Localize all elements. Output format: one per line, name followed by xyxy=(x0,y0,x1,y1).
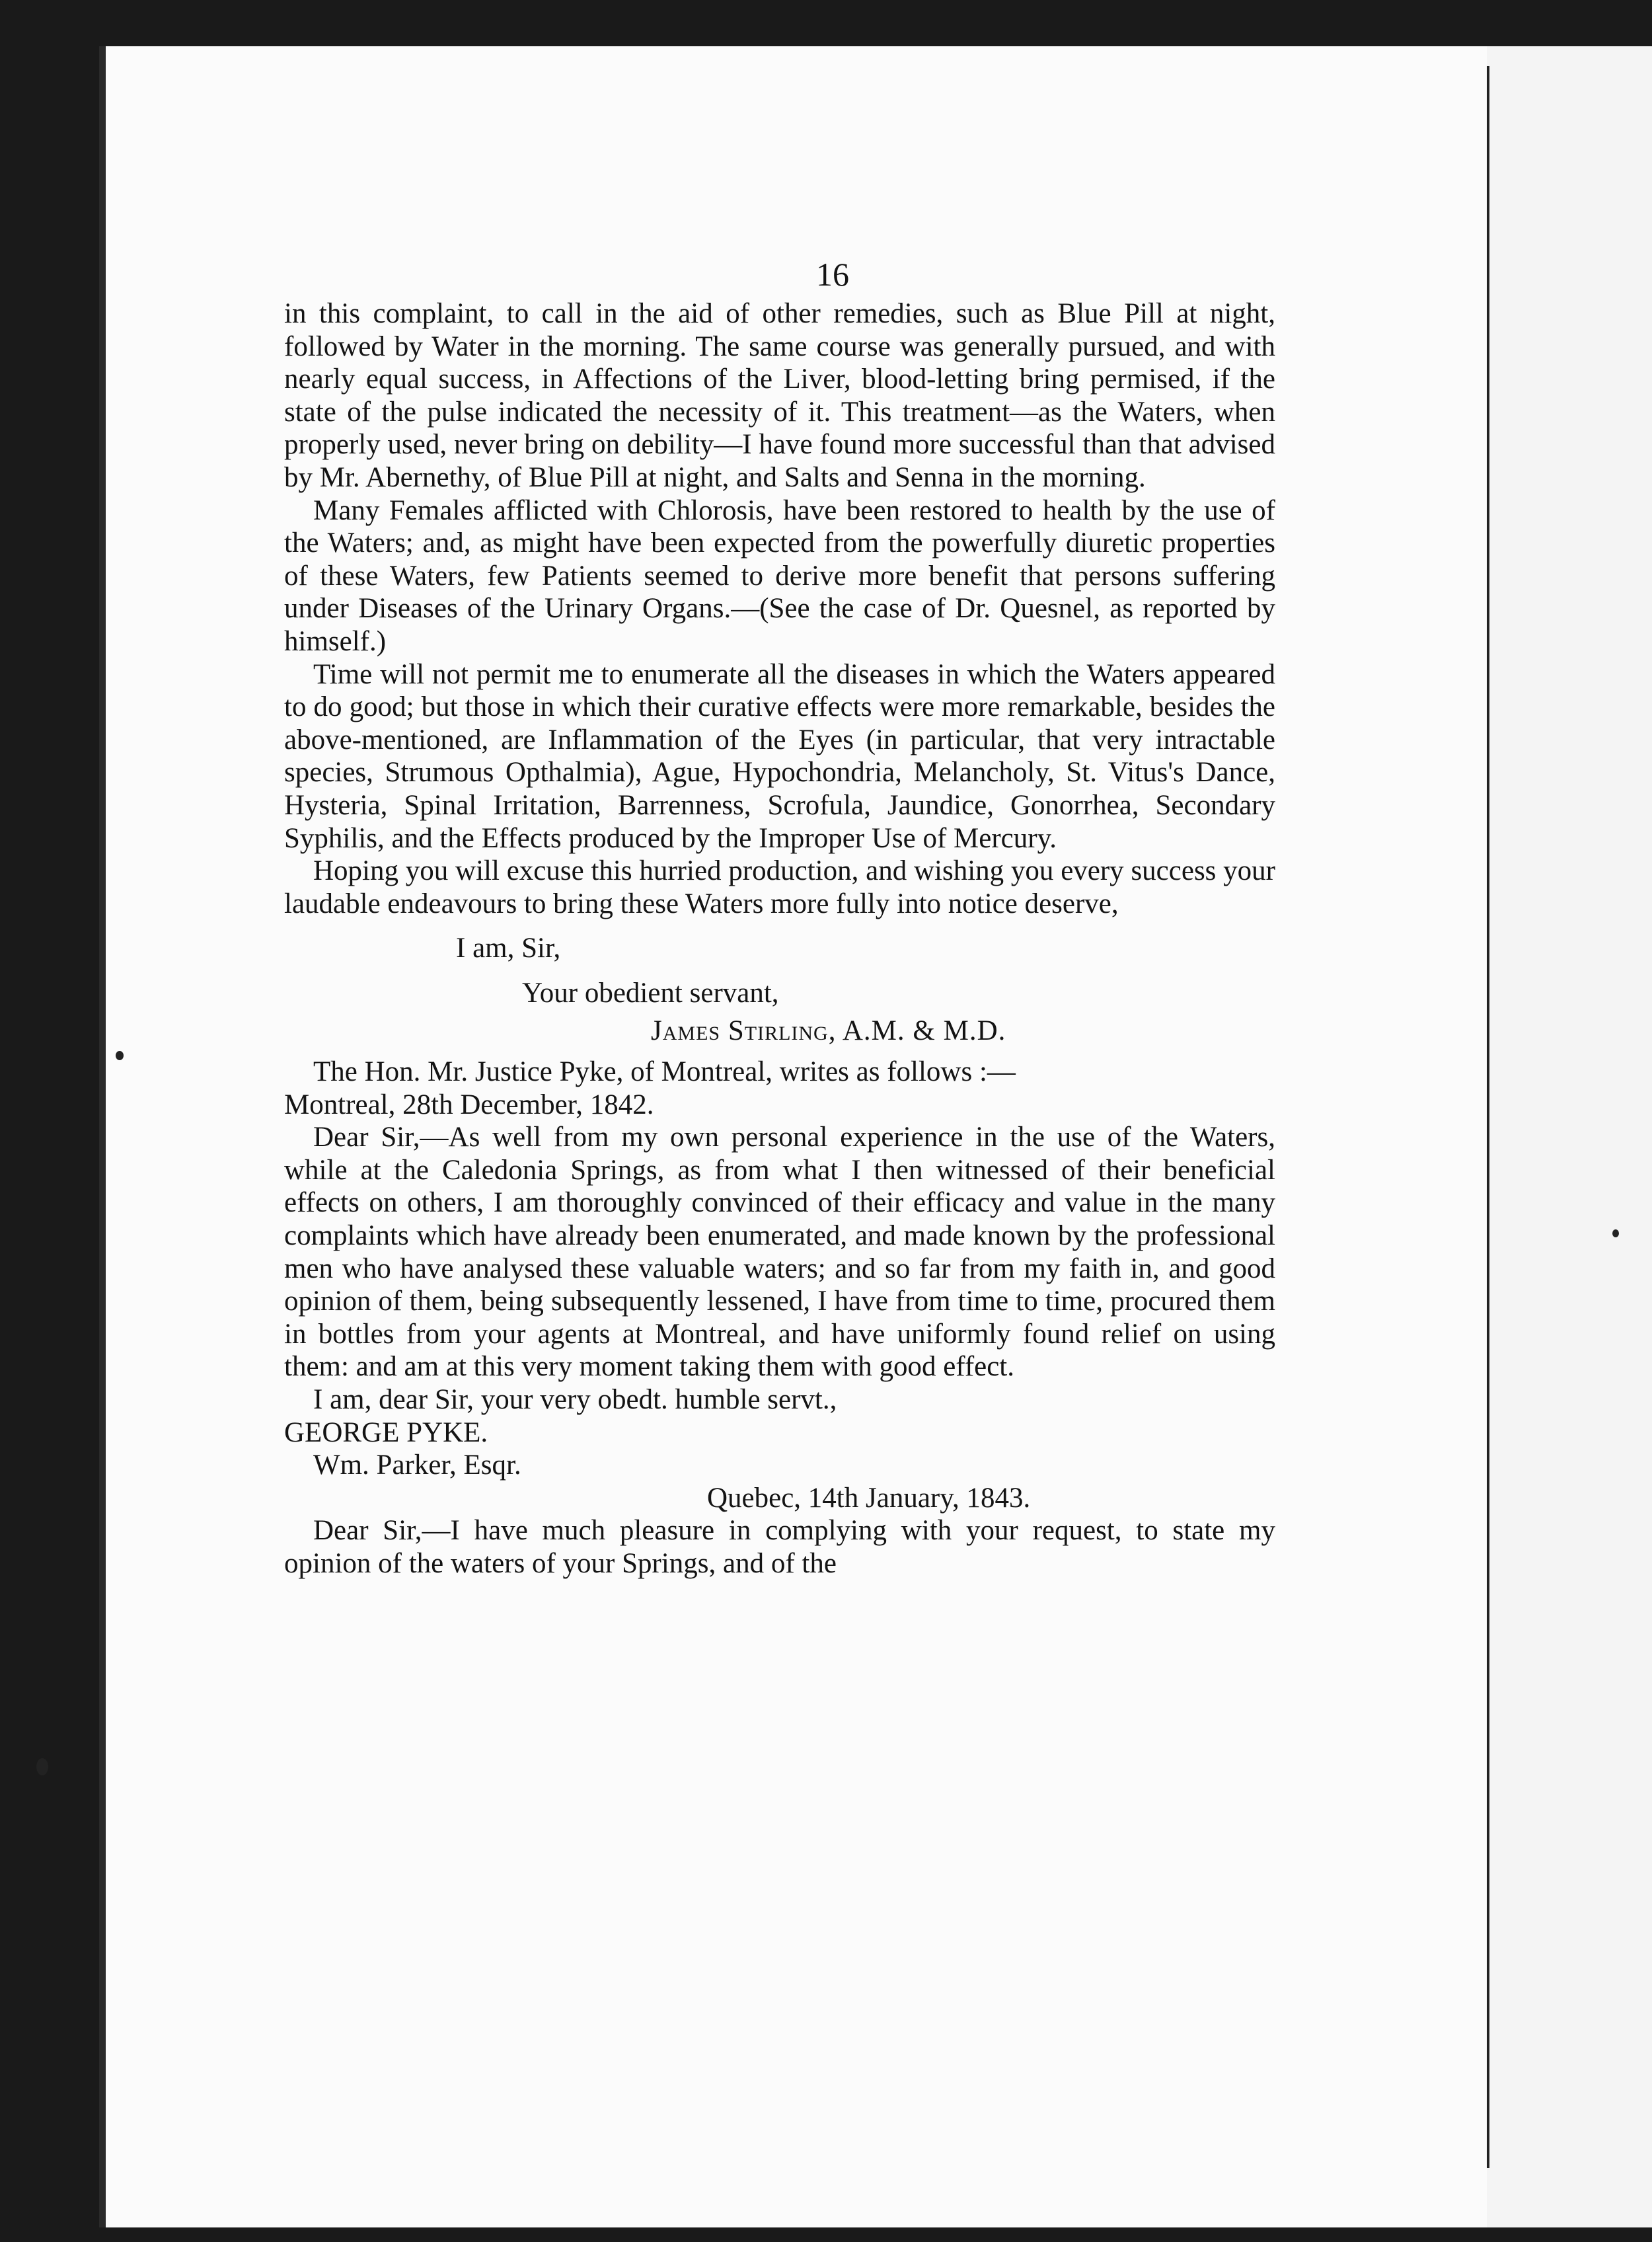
addressee: Wm. Parker, Esqr. xyxy=(313,1450,521,1481)
closing-line-2: Your obedient servant, xyxy=(522,977,779,1009)
ink-speck xyxy=(1612,1229,1619,1237)
paragraph-closing-wish: Hoping you will excuse this hurried production, and wishing you every success your laudable endeavours to bring these Waters more fully into notice deserve, xyxy=(284,855,1275,919)
letter-pyke: Dear Sir,—As well from my own personal experience in the use of the Waters, while at the Caledonia Springs, as from what I then witnessed of their beneficial effects on others, I am thoroughly convinced of their efficacy and value in the many complaints which have already been enumerated, and made known by the professional men who have analysed these valuable waters; and so far from my faith in, and good opinion of them, being subsequently lessened, I have from time to time, procured them in bottles from your agents at Montreal, and have uniformly found relief on using them: and am at this very moment taking them with good effect. xyxy=(284,1122,1275,1383)
ink-speck xyxy=(36,1758,48,1775)
signature-pyke: GEORGE PYKE. xyxy=(284,1416,488,1448)
page-body xyxy=(284,297,1275,1580)
facing-page-edge xyxy=(1480,46,1652,2227)
date-pyke: Montreal, 28th December, 1842. xyxy=(284,1089,654,1120)
intro-pyke: The Hon. Mr. Justice Pyke, of Montreal, writes as follows :— xyxy=(313,1056,1016,1088)
page-number: 16 xyxy=(816,256,849,293)
closing-line-1: I am, Sir, xyxy=(456,933,561,964)
letter-quebec: Dear Sir,—I have much pleasure in complying with your request, to state my opinion of the waters of your Springs, and of the xyxy=(284,1515,1275,1579)
paragraph-continuation: in this complaint, to call in the aid of other remedies, such as Blue Pill at night, followed by Water in the morning. The same course was generally pursued, and with nearly equal success, in Affections of the Liver, blood-letting bring permised, if the state of the pulse indicated the necessity of it. This treatment—as the Waters, when properly used, never bring on debility—I have found more successful than that advised by Mr. Abernethy, of Blue Pill at night, and Salts and Senna in the morning. xyxy=(284,298,1275,493)
paragraph-chlorosis: Many Females afflicted with Chlorosis, have been restored to health by the use of the Waters; and, as might have been expected from the powerfully diuretic properties of these Waters, few Patients seemed to derive more benefit that persons suffering under Diseases of the Urinary Organs.—(See the case of Dr. Quesnel, as reported by himself.) xyxy=(284,494,1275,657)
date-quebec: Quebec, 14th January, 1843. xyxy=(707,1482,1031,1514)
ink-speck xyxy=(116,1051,124,1060)
closing-pyke: I am, dear Sir, your very obedt. humble servt., xyxy=(313,1384,837,1415)
paragraph-diseases: Time will not permit me to enumerate all the diseases in which the Waters appeared to do good; but those in which their curative effects were more remarkable, besides the above-mentioned, are Inflammation of the Eyes (in particular, that very intractable species, Strumous Opthalmia), Ague, Hypochondria, Melancholy, St. Vitus's Dance, Hysteria, Spinal Irritation, Barrenness, Scrofula, Jaundice, Gonorrhea, Secondary Syphilis, and the Effects produced by the Improper Use of Mercury. xyxy=(284,658,1275,854)
signature-stirling: James Stirling, A.M. & M.D. xyxy=(651,1015,1006,1047)
